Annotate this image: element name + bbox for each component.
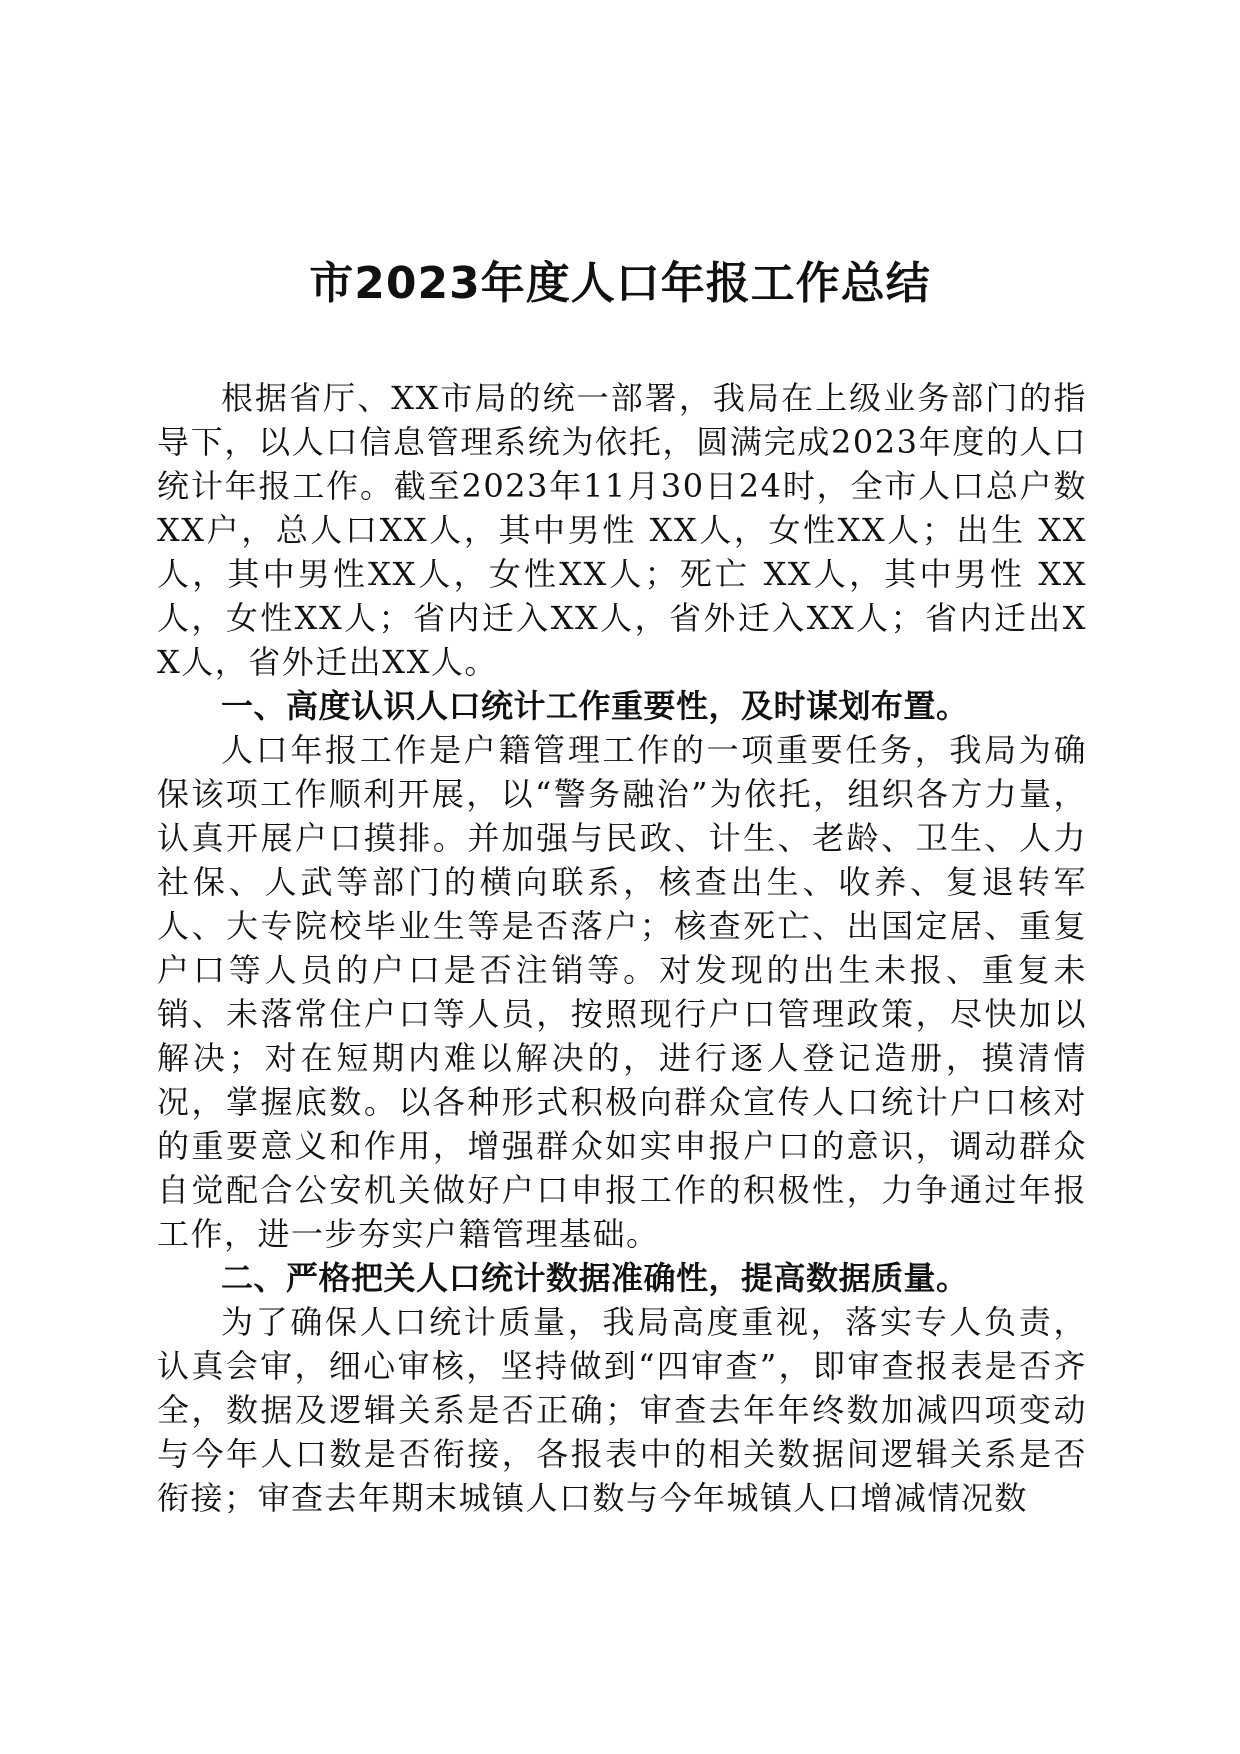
section-heading-1: 一、高度认识人口统计工作重要性，及时谋划布置。 [221,687,969,725]
document-title: 市2023年度人口年报工作总结 [309,258,931,309]
body-paragraph-section-2: 为了确保人口统计质量，我局高度重视，落实专人负责，认真会审，细心审核，坚持做到“四审查”，即审查报表是否齐全，数据及逻辑关系是否正确；审查去年年终数加减四项变动与今年人口数是否衔接，各报表中的相关数据间逻辑关系是否衔接；审查去年期末城镇人口数与今年城镇人口增减情况数 [157,1303,1087,1517]
body-paragraph-intro: 根据省厅、XX市局的统一部署，我局在上级业务部门的指导下，以人口信息管理系统为依托，圆满完成2023年度的人口统计年报工作。截至2023年11月30日24时，全市人口总户数XX户，总人口XX人，其中男性 XX人，女性XX人；出生 XX人，其中男性XX人，女性XX人；死亡 XX人，其中男性 XX人，女性XX人；省内迁入XX人，省外迁入XX人；省内迁出XX人，省外迁出XX人。 [157,379,1087,681]
body-paragraph-section-1: 人口年报工作是户籍管理工作的一项重要任务，我局为确保该项工作顺利开展，以“警务融治”为依托，组织各方力量，认真开展户口摸排。并加强与民政、计生、老龄、卫生、人力社保、人武等部门的横向联系，核查出生、收养、复退转军人、大专院校毕业生等是否落户；核查死亡、出国定居、重复户口等人员的户口是否注销等。对发现的出生未报、重复未销、未落常住户口等人员，按照现行户口管理政策，尽快加以解决；对在短期内难以解决的，进行逐人登记造册，摸清情况，掌握底数。以各种形式积极向群众宣传人口统计户口核对的重要意义和作用，增强群众如实申报户口的意识，调动群众自觉配合公安机关做好户口申报工作的积极性，力争通过年报工作，进一步夯实户籍管理基础。 [157,731,1087,1253]
section-heading-2: 二、严格把关人口统计数据准确性，提高数据质量。 [221,1259,969,1297]
document-body [157,376,1087,1520]
